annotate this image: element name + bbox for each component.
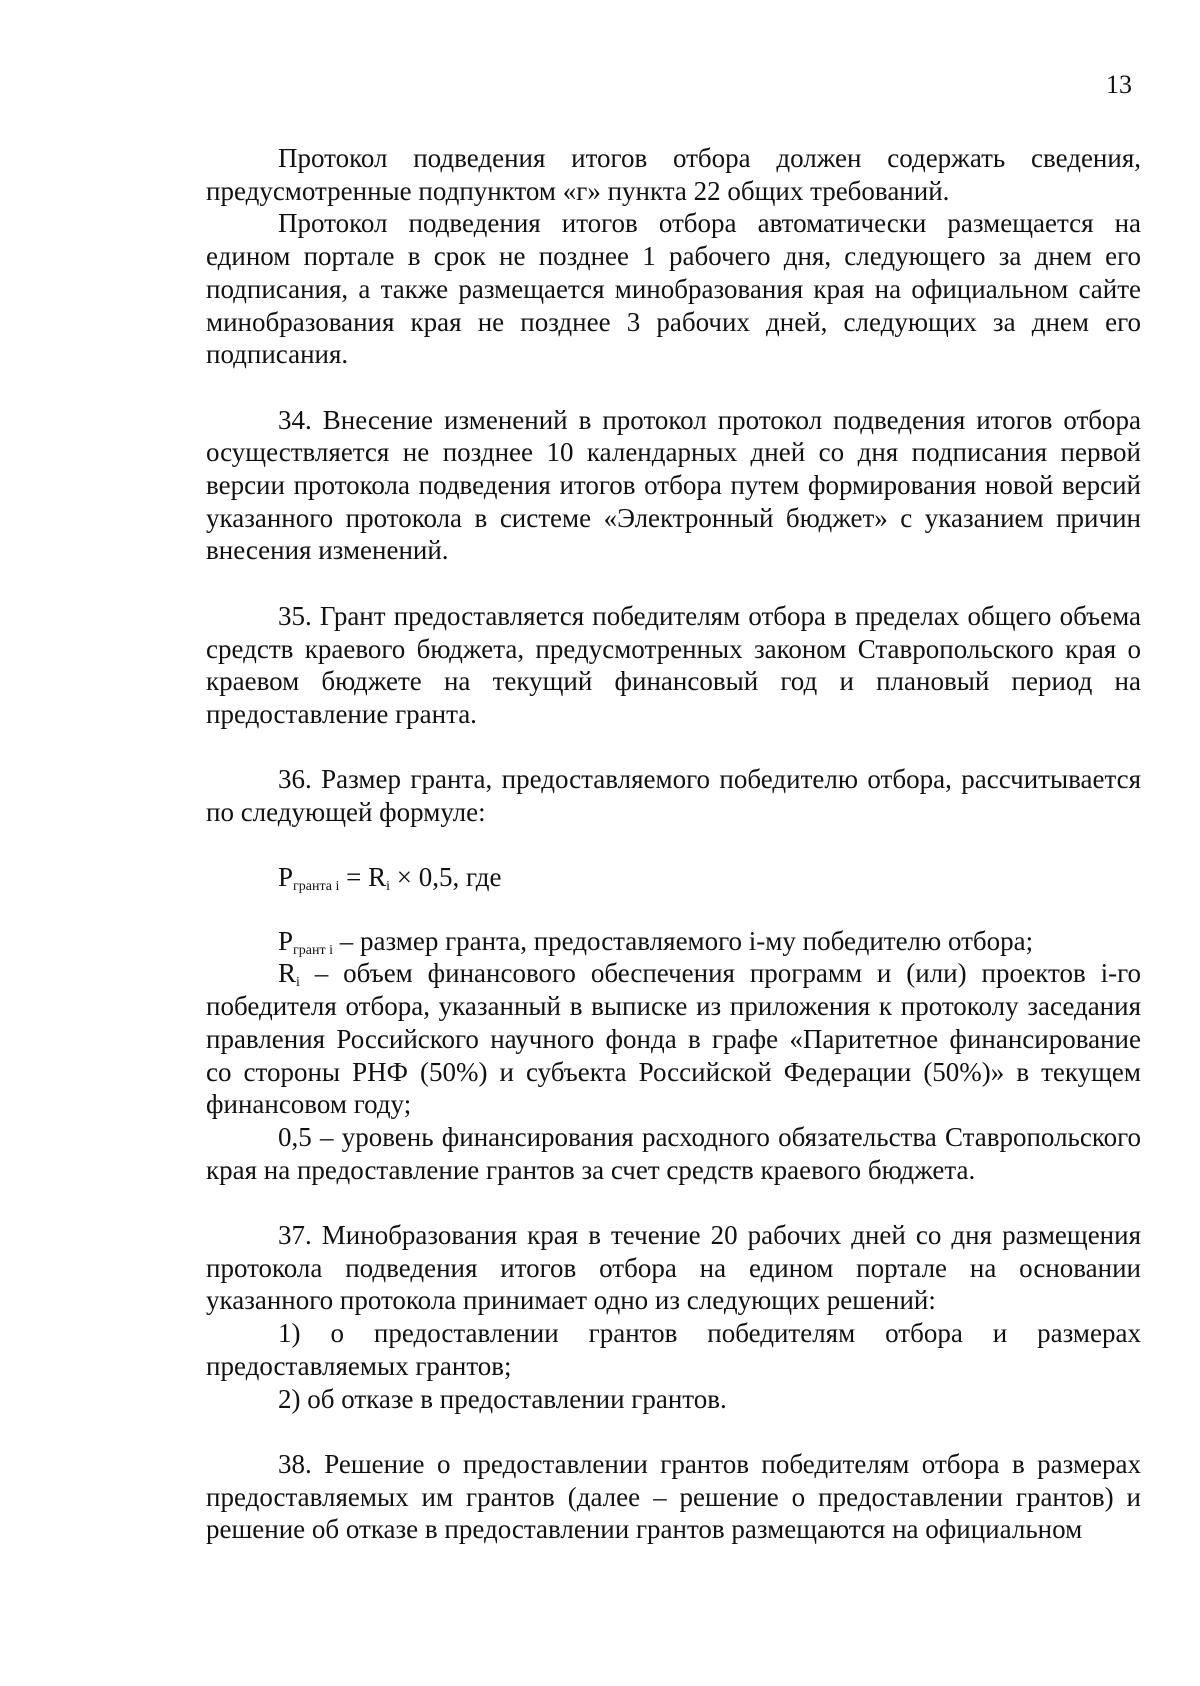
paragraph-34: 34. Внесение изменений в протокол протокол подведения итогов отбора осуществляется не позднее 10 календарных дней со дня подписания первой версии протокола подведения итогов отбора путем формирования новой версий указанного протокола в системе «Электронный бюджет» с указанием причин внесения изменений. (206, 404, 1141, 566)
paragraph-protocol-content: Протокол подведения итогов отбора должен содержать сведения, предусмотренные подпунктом «г» пункта 22 общих требований. (206, 143, 1141, 206)
definition-coefficient: 0,5 – уровень финансирования расходного обязательства Ставропольского края на предоставление грантов за счет средств краевого бюджета. (206, 1121, 1141, 1185)
formula-tail: × 0,5, где (390, 861, 502, 892)
paragraph-protocol-placement: Протокол подведения итогов отбора автоматически размещается на едином портале в срок не позднее 1 рабочего дня, следующего за днем его подписания, а также размещается минобразования края на официальном сайте минобразования края не позднее 3 рабочих дней, следующих за днем его подписания. (206, 208, 1141, 370)
formula-ri-subscript: i (386, 878, 391, 894)
formula-rest: = R (339, 861, 387, 892)
formula-p-base: P (278, 861, 294, 892)
paragraph-38: 38. Решение о предоставлении грантов победителям отбора в размерах предоставляемых им грантов (далее – решение о предоставлении грантов) и решение об отказе в предоставлении грантов размещаются на официальном (206, 1448, 1141, 1545)
grant-formula (206, 861, 1141, 893)
paragraph-35: 35. Грант предоставляется победителям отбора в пределах общего объема средств краевого бюджета, предусмотренных законом Ставропольского края о краевом бюджете на текущий финансовый год и плановый период на предоставление гранта. (206, 600, 1141, 729)
formula-p-subscript: гранта i (293, 878, 340, 894)
paragraph-37-item-1: 1) о предоставлении грантов победителям отбора и размерах предоставляемых грантов; (206, 1318, 1141, 1381)
document-content (206, 142, 1141, 1546)
definition-p-subscript: грант i (293, 942, 333, 958)
definition-ri (206, 957, 1141, 1121)
definition-ri-text: – объем финансового обеспечения программ и (или) проектов i-го победителя отбора, указанный в выписке из приложения к протоколу заседания правления Российского научного фонда в графе «Паритетное финансирование со стороны РНФ (50%) и субъекта Российской Федерации (50%)» в текущем финансовом году; (206, 958, 1141, 1120)
definition-p-base: P (278, 925, 294, 956)
definition-ri-base: R (278, 958, 297, 989)
paragraph-36: 36. Размер гранта, предоставляемого победителю отбора, рассчитывается по следующей формуле: (206, 764, 1141, 828)
paragraph-37-item-2: 2) об отказе в предоставлении грантов. (278, 1383, 727, 1414)
definition-ri-subscript: i (296, 975, 300, 991)
definition-p-text: – размер гранта, предоставляемого i-му победителю отбора; (333, 925, 1034, 956)
paragraph-37: 37. Минобразования края в течение 20 рабочих дней со дня размещения протокола подведения итогов отбора на едином портале на основании указанного протокола принимает одно из следующих решений: (206, 1220, 1141, 1316)
page-number: 13 (1106, 70, 1132, 99)
definition-p-grant (206, 925, 1141, 958)
